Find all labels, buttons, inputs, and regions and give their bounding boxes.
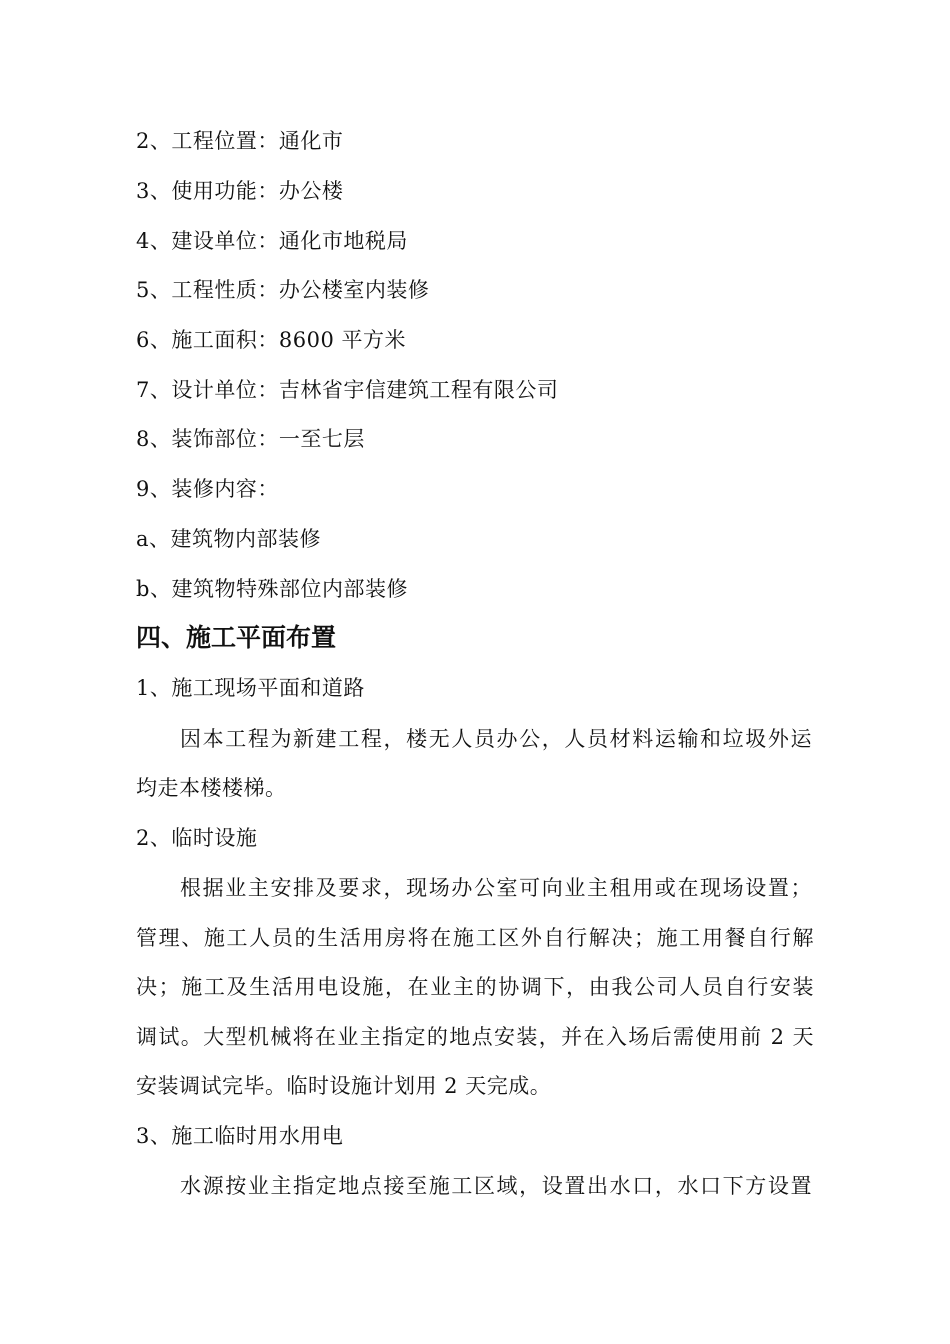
subsection-title: 1、施工现场平面和道路: [136, 676, 365, 700]
paragraph-line: 安装调试完毕。临时设施计划用 2 天完成。: [136, 1074, 552, 1098]
paragraph-line: 根据业主安排及要求，现场办公室可向业主租用或在现场设置；: [180, 876, 812, 900]
item-client: 4、建设单位：通化市地税局: [136, 229, 408, 253]
paragraph-line: 调试。大型机械将在业主指定的地点安装，并在入场后需使用前 2 天: [136, 1025, 814, 1049]
item-content-a: a、建筑物内部装修: [136, 527, 322, 551]
paragraph-line: 决；施工及生活用电设施，在业主的协调下，由我公司人员自行安装: [136, 975, 814, 999]
item-nature: 5、工程性质：办公楼室内装修: [136, 278, 430, 302]
paragraph-line: 因本工程为新建工程，楼无人员办公，人员材料运输和垃圾外运: [180, 727, 812, 751]
paragraph-line: 均走本楼楼梯。: [136, 776, 287, 800]
item-decoration-floors: 8、装饰部位：一至七层: [136, 427, 365, 451]
item-content-b: b、建筑物特殊部位内部装修: [136, 577, 408, 601]
subsection-title: 2、临时设施: [136, 826, 258, 850]
item-decoration-content: 9、装修内容：: [136, 477, 279, 501]
subsection-title: 3、施工临时用水用电: [136, 1124, 344, 1148]
item-designer: 7、设计单位：吉林省宇信建筑工程有限公司: [136, 378, 559, 402]
item-area: 6、施工面积：8600 平方米: [136, 328, 406, 352]
section-heading: 四、施工平面布置: [136, 623, 337, 652]
item-usage: 3、使用功能：办公楼: [136, 179, 344, 203]
paragraph-line: 水源按业主指定地点接至施工区域，设置出水口，水口下方设置: [180, 1174, 812, 1198]
item-project-location: 2、工程位置：通化市: [136, 129, 344, 153]
paragraph-line: 管理、施工人员的生活用房将在施工区外自行解决；施工用餐自行解: [136, 926, 814, 950]
